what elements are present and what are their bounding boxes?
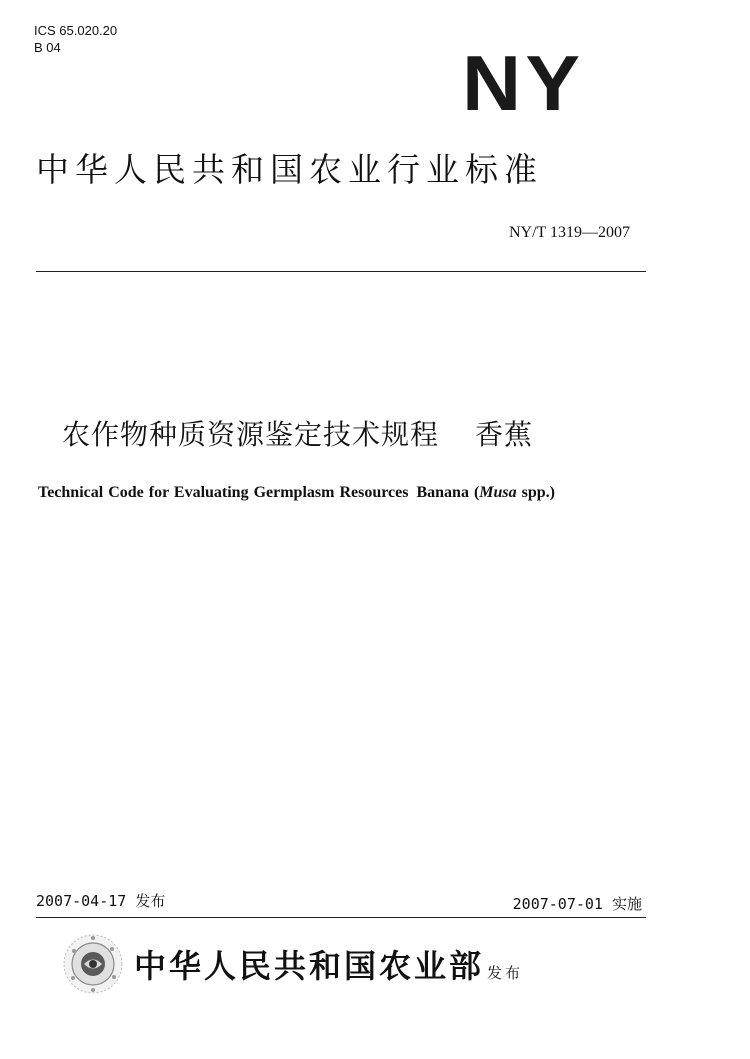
standard-number: NY/T 1319—2007 <box>508 224 630 241</box>
english-title <box>38 484 555 502</box>
english-title-main: Technical Code for Evaluating Germplasm Resources <box>38 484 409 501</box>
ics-classification <box>34 22 117 56</box>
english-title-crop: Banana <box>416 484 469 501</box>
ccs-code: B 04 <box>34 40 61 55</box>
chinese-title-main: 农作物种质资源鉴定技术规程 <box>62 418 440 451</box>
english-open-paren: ( <box>473 484 480 501</box>
ics-code: ICS 65.020.20 <box>34 23 118 38</box>
publish-label: 发布 <box>487 964 524 982</box>
ministry-seal-icon <box>62 933 124 995</box>
header-divider <box>36 271 646 272</box>
issuing-authority: 中华人民共和国农业部 <box>134 947 485 985</box>
chinese-title <box>62 417 533 453</box>
chinese-title-crop: 香蕉 <box>475 418 534 451</box>
standard-category-title: 中华人民共和国农业行业标准 <box>36 150 543 189</box>
issue-date: 2007-04-17 发布 <box>36 892 166 910</box>
english-species: spp.) <box>521 484 555 501</box>
footer-divider <box>36 917 646 918</box>
ny-logo: NY <box>462 39 585 127</box>
english-genus: Musa <box>479 484 517 501</box>
implementation-date: 2007-07-01 实施 <box>512 895 642 913</box>
